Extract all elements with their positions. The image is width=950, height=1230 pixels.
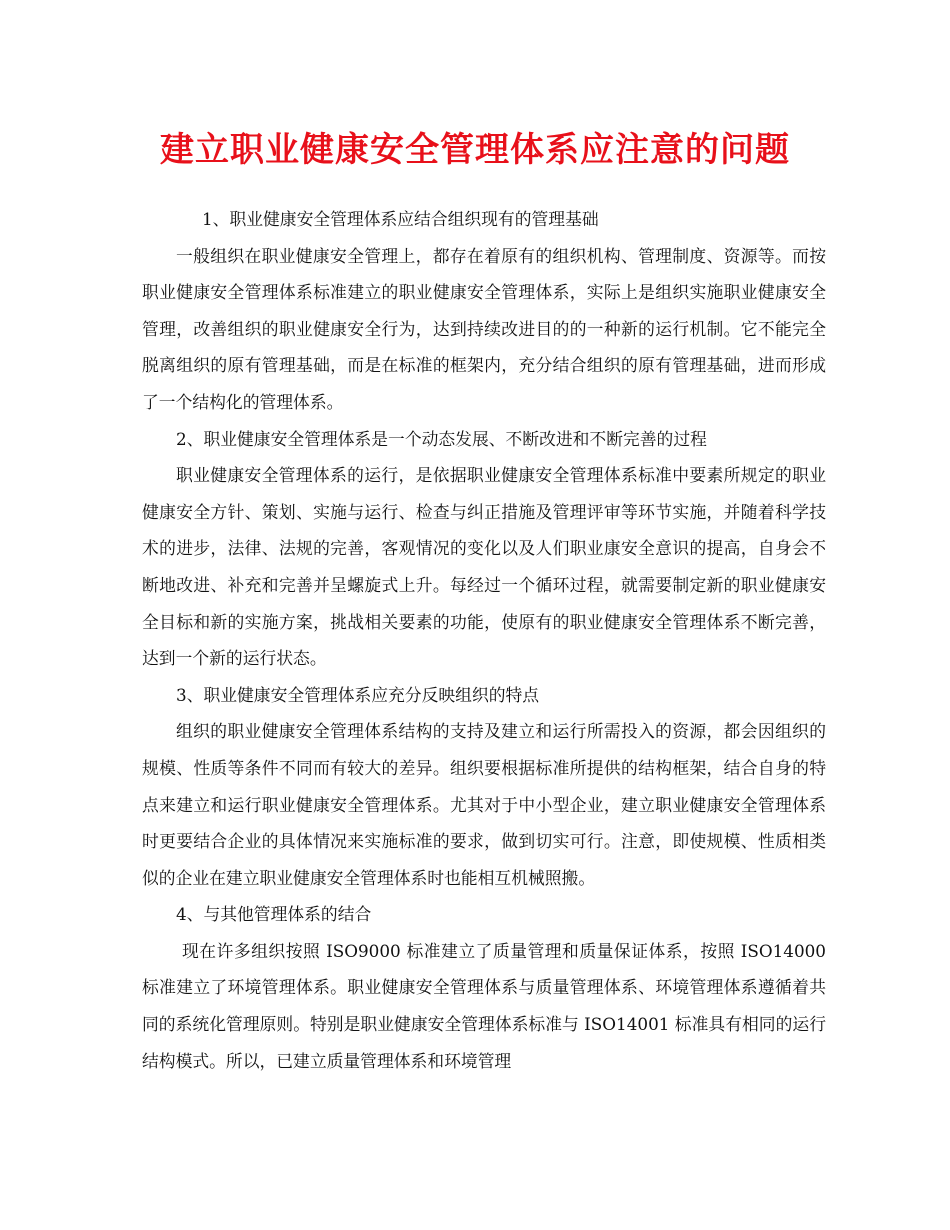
section-2-paragraph: 职业健康安全管理体系的运行，是依据职业健康安全管理体系标准中要素所规定的职业健康安全方针、策划、实施与运行、检查与纠正措施及管理评审等环节实施，并随着科学技术的进步，法律、法规的完善，客观情况的变化以及人们职业康安全意识的提高，自身会不断地改进、补充和完善并呈螺旋式上升。每经过一个循环过程，就需要制定新的职业健康安全目标和新的实施方案，挑战相关要素的功能，使原有的职业健康安全管理体系不断完善，达到一个新的运行状态。 <box>142 465 826 669</box>
section-1-heading: 1、职业健康安全管理体系应结合组织现有的管理基础 <box>202 209 599 229</box>
section-3-heading: 3、职业健康安全管理体系应充分反映组织的特点 <box>176 684 540 705</box>
section-4-heading: 4、与其他管理体系的结合 <box>176 904 372 925</box>
document-body <box>142 201 826 1079</box>
section-4-paragraph: 现在许多组织按照 ISO9000 标准建立了质量管理和质量保证体系，按照 ISO14000 标准建立了环境管理体系。职业健康安全管理体系与质量管理体系、环境管理体系遵循着共同的系统化管理原则。特别是职业健康安全管理体系标准与 ISO14001 标准具有相同的运行结构模式。所以，已建立质量管理体系和环境管理 <box>142 940 826 1071</box>
section-1-paragraph: 一般组织在职业健康安全管理上，都存在着原有的组织机构、管理制度、资源等。而按职业健康安全管理体系标准建立的职业健康安全管理体系，实际上是组织实施职业健康安全管理，改善组织的职业健康安全行为，达到持续改进目的的一种新的运行机制。它不能完全脱离组织的原有管理基础，而是在标准的框架内，充分结合组织的原有管理基础，进而形成了一个结构化的管理体系。 <box>142 245 826 412</box>
document-title: 建立职业健康安全管理体系应注意的问题 <box>160 130 790 170</box>
section-2-heading: 2、职业健康安全管理体系是一个动态发展、不断改进和不断完善的过程 <box>176 428 707 449</box>
section-3-paragraph: 组织的职业健康安全管理体系结构的支持及建立和运行所需投入的资源，都会因组织的规模、性质等条件不同而有较大的差异。组织要根据标准所提供的结构框架，结合自身的特点来建立和运行职业健康安全管理体系。尤其对于中小型企业，建立职业健康安全管理体系时更要结合企业的具体情况来实施标准的要求，做到切实可行。注意，即使规模、性质相类似的企业在建立职业健康安全管理体系时也能相互机械照搬。 <box>142 721 826 888</box>
